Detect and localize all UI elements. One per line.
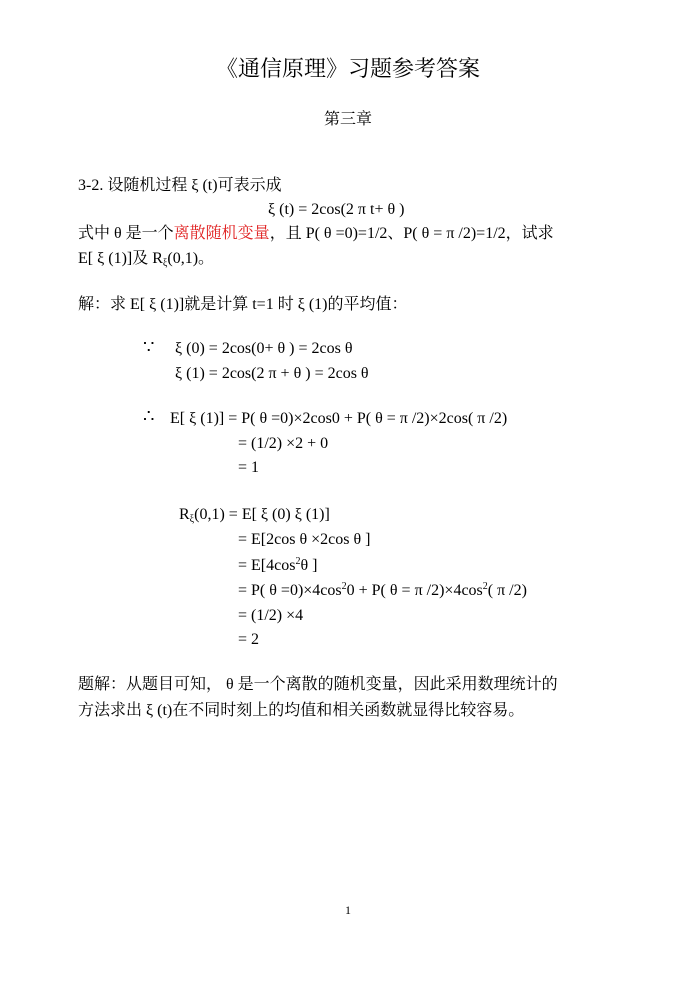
chapter-heading: 第三章 xyxy=(323,111,372,128)
therefore-line-1: E[ ξ (1)] = P( θ =0)×2cos0 + P( θ = π /2)×2cos( π /2) xyxy=(170,410,508,427)
therefore-symbol: ∴ xyxy=(143,406,155,426)
problem-line-4-post: (0,1)。 xyxy=(167,250,215,267)
correlation-line-3-post: θ ] xyxy=(300,557,318,574)
discrete-random-variable-highlight: 离散随机变量 xyxy=(173,225,270,242)
because-line-2: ξ (1) = 2cos(2 π + θ ) = 2cos θ xyxy=(175,365,369,382)
because-line-1: ξ (0) = 2cos(0+ θ ) = 2cos θ xyxy=(175,340,353,357)
comment-line-2: 方法求出 ξ (t)在不同时刻上的均值和相关函数就显得比较容易。 xyxy=(78,702,525,719)
correlation-line-1-rest: (0,1) = E[ ξ (0) ξ (1)] xyxy=(194,506,330,523)
correlation-line-5: = (1/2) ×4 xyxy=(238,607,304,624)
correlation-line-3-sup: 2 xyxy=(295,556,301,567)
correlation-r-sub: ξ xyxy=(189,514,195,525)
problem-line-4-sub: ξ xyxy=(162,258,168,269)
problem-formula: ξ (t) = 2cos(2 π t+ θ ) xyxy=(268,201,405,218)
correlation-line-6: = 2 xyxy=(238,631,260,648)
correlation-line-1 xyxy=(179,505,330,527)
correlation-line-4-b: 0 + P( θ = π /2)×4cos xyxy=(346,582,483,599)
comment-line-1: 题解：从题目可知， θ 是一个离散的随机变量，因此采用数理统计的 xyxy=(78,676,558,693)
correlation-line-4-c: ( π /2) xyxy=(487,582,527,599)
problem-line-4-pre: E[ ξ (1)]及 R xyxy=(78,250,163,267)
correlation-line-4-a: = P( θ =0)×4cos xyxy=(238,582,342,599)
problem-line-3-post: ，且 P( θ =0)=1/2、P( θ = π /2)=1/2，试求 xyxy=(269,225,554,242)
correlation-line-4 xyxy=(238,581,527,603)
problem-line-3-pre: 式中 θ 是一个 xyxy=(78,225,174,242)
document-title: 《通信原理》习题参考答案 xyxy=(215,56,480,81)
correlation-line-2: = E[2cos θ ×2cos θ ] xyxy=(238,531,371,548)
solution-intro: 解：求 E[ ξ (1)]就是计算 t=1 时 ξ (1)的平均值： xyxy=(78,296,408,313)
correlation-r: R xyxy=(179,506,190,523)
problem-line-1: 3-2. 设随机过程 ξ (t)可表示成 xyxy=(78,177,282,194)
correlation-line-4-sup-2: 2 xyxy=(482,581,488,592)
problem-line-3 xyxy=(78,224,554,244)
correlation-line-4-sup-1: 2 xyxy=(341,581,347,592)
therefore-line-3: = 1 xyxy=(238,459,260,476)
problem-line-4 xyxy=(78,249,214,271)
correlation-line-3-pre: = E[4cos xyxy=(238,557,296,574)
correlation-line-3 xyxy=(238,556,317,578)
page-number: 1 xyxy=(345,903,351,917)
therefore-line-2: = (1/2) ×2 + 0 xyxy=(238,435,329,452)
because-symbol: ∵ xyxy=(143,337,155,357)
